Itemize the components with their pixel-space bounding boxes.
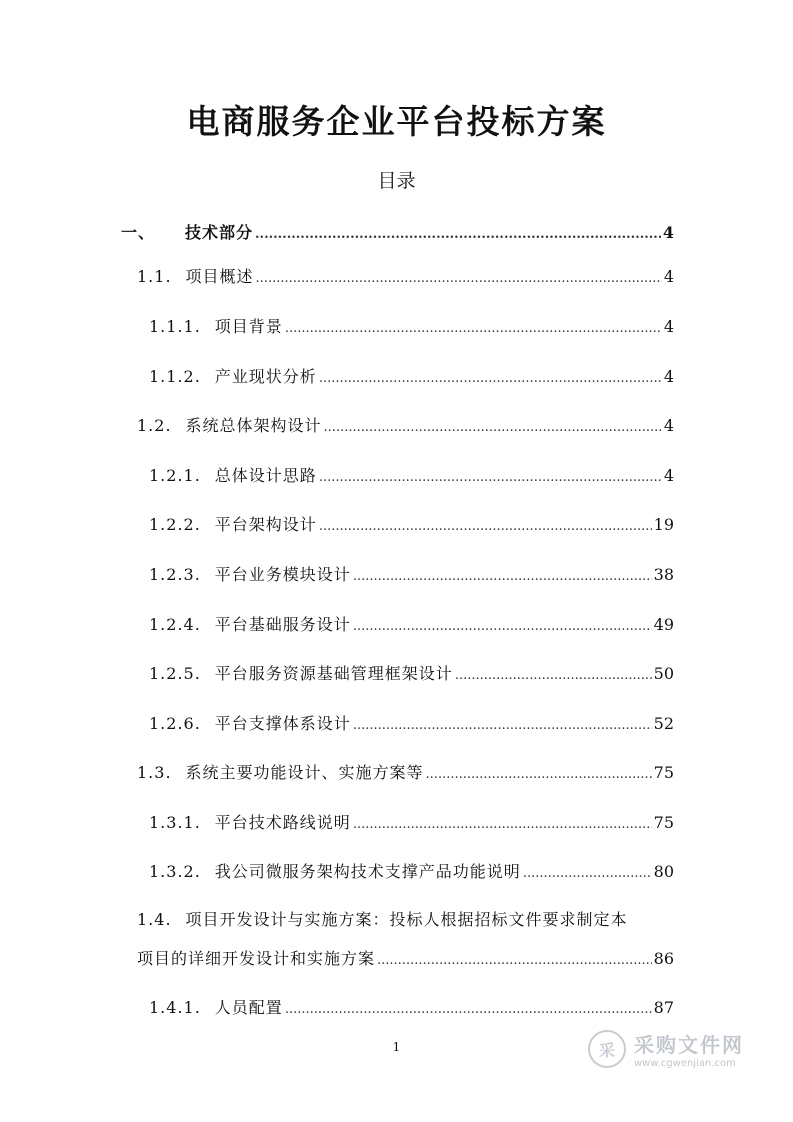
- toc-entry-1-2-3[interactable]: 1.2.3. 平台业务模块设计 ..... 38: [149, 562, 674, 586]
- toc-entry-1-1-2[interactable]: 1.1.2. 产业现状分析 ..... 4: [149, 364, 674, 388]
- toc-entry-1-2-5[interactable]: 1.2.5. 平台服务资源基础管理框架设计 ..... 50: [149, 661, 674, 685]
- toc-entry-1-3[interactable]: 1.3. 系统主要功能设计、实施方案等 ..... 75: [137, 760, 674, 784]
- toc-entry-1[interactable]: 一、 技术部分 ..... 4: [121, 220, 674, 244]
- toc-entry-1-2-1[interactable]: 1.2.1. 总体设计思路 ..... 4: [149, 463, 674, 487]
- page-number: 1: [392, 1040, 401, 1054]
- document-title: 电商服务企业平台投标方案: [186, 102, 607, 141]
- watermark-name: 采购文件网: [634, 1033, 744, 1057]
- toc-entry-1-4-1[interactable]: 1.4.1. 人员配置 ..... 87: [149, 995, 674, 1019]
- toc-entry-1-2[interactable]: 1.2. 系统总体架构设计 ..... 4: [137, 413, 674, 437]
- toc-heading: 目录: [377, 170, 416, 192]
- watermark-logo-icon: 采: [588, 1030, 626, 1068]
- watermark: [588, 1028, 778, 1070]
- toc-entry-1-1[interactable]: 1.1. 项目概述 ..... 4: [137, 264, 674, 288]
- toc-entry-1-2-4[interactable]: 1.2.4. 平台基础服务设计 ..... 49: [149, 612, 674, 636]
- toc-entry-1-2-2[interactable]: 1.2.2. 平台架构设计 ..... 19: [149, 512, 674, 536]
- toc-entry-1-3-1[interactable]: 1.3.1. 平台技术路线说明 ..... 75: [149, 810, 674, 834]
- toc-entry-1-4-line2[interactable]: 项目的详细开发设计和实施方案 ..... 86: [137, 946, 674, 970]
- toc-entry-1-3-2[interactable]: 1.3.2. 我公司微服务架构技术支撑产品功能说明 ..... 80: [149, 859, 674, 883]
- toc-entry-1-4-line1[interactable]: 1.4. 项目开发设计与实施方案：投标人根据招标文件要求制定本: [137, 910, 628, 929]
- toc-entry-1-1-1[interactable]: 1.1.1. 项目背景 ..... 4: [149, 314, 674, 338]
- toc-entry-1-2-6[interactable]: 1.2.6. 平台支撑体系设计 ..... 52: [149, 711, 674, 735]
- watermark-url: www.cgwenjian.com: [634, 1058, 736, 1069]
